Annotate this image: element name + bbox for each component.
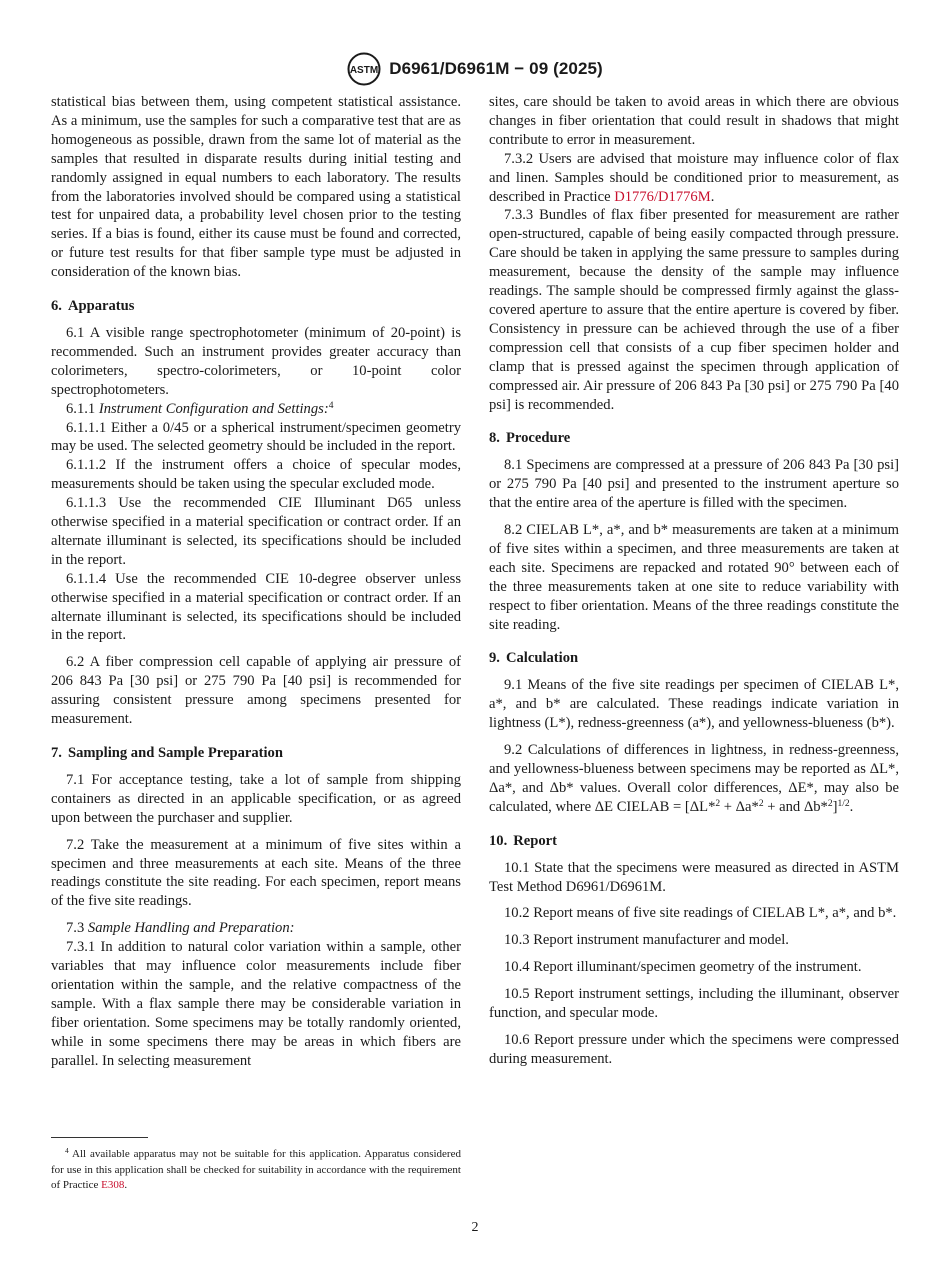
standard-link[interactable]: D1776/D1776M <box>614 188 711 205</box>
footnote <box>51 1147 461 1194</box>
footnote-text: All available apparatus may not be suitable for this application. Apparatus considered for use in this application shall be checked for suitability in accordance with the requirement of Practice <box>51 1148 461 1191</box>
footnote-ref: 4 <box>328 400 334 411</box>
section-heading-calculation <box>489 649 899 668</box>
section-number: 10. <box>489 832 508 849</box>
page-number: 2 <box>471 1220 479 1235</box>
footnote-number: 4 <box>65 1146 69 1155</box>
paragraph-7-3-3: 7.3.3 Bundles of flax fiber presented for measurement are rather open-structured, capable of being easily compacted through pressure. Care should be taken in applying the same pressure to samples during measurement, because the density of the sample may influence readings. The sample should be compressed firmly against the glass-covered aperture to assure that the entire aperture is covered by fiber. Consistency in pressure can be achieved through the use of a fiber compression cell that consists of a cup fiber specimen holder and clamp that is pressed against the specimen through application of compressed air. Air pressure of 206 843 Pa [30 psi] or 275 790 Pa [40 psi] is recommended. <box>489 207 899 413</box>
paragraph-6-1-1-3: 6.1.1.3 Use the recommended CIE Illuminant D65 unless otherwise specified in a material specification or contract order. If an alternate illuminant is selected, its specifications should be included in the report. <box>51 495 461 568</box>
section-heading-report <box>489 832 899 851</box>
paragraph-10-4: 10.4 Report illuminant/specimen geometry of the instrument. <box>504 959 862 976</box>
clause-title: Instrument Configuration and Settings: <box>98 400 329 417</box>
formula-part: + Δa* <box>720 798 759 815</box>
section-heading-procedure <box>489 429 899 448</box>
section-title: Calculation <box>505 650 579 667</box>
clause-title: Sample Handling and Preparation: <box>87 920 295 937</box>
section-number: 6. <box>51 298 62 315</box>
left-column <box>51 93 461 1071</box>
exponent: 2 <box>758 798 764 809</box>
page-header <box>0 52 950 91</box>
section-title: Apparatus <box>67 298 135 315</box>
section-number: 9. <box>489 650 500 667</box>
formula-part: ] <box>832 798 838 815</box>
section-heading-sampling <box>51 744 461 763</box>
formula-part: . <box>849 798 854 815</box>
formula-part: [ΔL* <box>684 798 716 815</box>
section-title: Procedure <box>505 430 571 447</box>
clause-number: 6.1.1 <box>66 400 96 417</box>
paragraph-10-1: 10.1 State that the specimens were measured as directed in ASTM Test Method D6961/D6961M. <box>489 859 899 895</box>
exponent: 1/2 <box>837 798 850 809</box>
section-title: Sampling and Sample Preparation <box>67 745 283 761</box>
paragraph-7-3-1: 7.3.1 In addition to natural color variation within a sample, other variables that may influence color measurements include fiber orientation within the sample, and the relative compactness of the sample. With a flax sample there may be considerable variation in fiber orientation. Some specimens may be totally randomly oriented, while in some specimens there may be areas in which fibers are parallel. In selecting measurement <box>51 939 461 1069</box>
footnote-standard-link[interactable]: E308 <box>101 1179 125 1191</box>
formula <box>685 799 853 815</box>
clause-number: 7.3 <box>66 920 85 937</box>
paragraph-7-3-2 <box>489 150 899 207</box>
paragraph-text: 9.2 Calculations of differences in lightness, in redness-greenness, and yellowness-blueness between specimens may be reported as ΔL*, Δa*, and Δb* values. Overall color differences, ΔE*, may also be calculated, where ΔE CIELAB = <box>489 742 899 815</box>
document-id: D6961/D6961M − 09 (2025) <box>389 59 603 78</box>
paragraph-10-3: 10.3 Report instrument manufacturer and model. <box>504 932 789 949</box>
paragraph-8-2: 8.2 CIELAB L*, a*, and b* measurements are taken at a minimum of five sites within a specimen, and three measurements are taken at each site. Specimens are repacked and rotated 90° between each of the three measurements taken at one site to reduce variability with respect to fiber orientation. Means of the three readings constitute the site reading. <box>489 522 899 633</box>
section-number: 7. <box>51 745 62 761</box>
section-heading-apparatus <box>51 297 461 316</box>
punctuation: . <box>124 1179 128 1191</box>
paragraph-continued: sites, care should be taken to avoid areas in which there are obvious changes in fiber orientation that could result in shadows that might contribute to error in measurement. <box>489 94 899 148</box>
exponent: 2 <box>715 798 721 809</box>
footnote-divider <box>51 1137 148 1138</box>
paragraph-6-1: 6.1 A visible range spectrophotometer (minimum of 20-point) is recommended. Such an instrument provides greater accuracy than colorimeters, spectro-colorimeters, or 10-point color spectrophotometers. <box>51 324 461 398</box>
punctuation: . <box>710 188 715 205</box>
paragraph-6-2: 6.2 A fiber compression cell capable of applying air pressure of 206 843 Pa [30 psi] or 275 790 Pa [40 psi] is recommended for assuring consistent pressure among specimens presented for measurement. <box>51 654 461 728</box>
astm-logo-icon <box>347 52 381 86</box>
exponent: 2 <box>827 798 833 809</box>
section-number: 8. <box>489 430 500 447</box>
right-column <box>489 93 899 1069</box>
paragraph-10-6: 10.6 Report pressure under which the specimens were compressed during measurement. <box>489 1031 899 1067</box>
paragraph-6-1-1-2: 6.1.1.2 If the instrument offers a choice of specular modes, measurements should be taken using the specular excluded mode. <box>51 457 461 493</box>
section-title: Report <box>513 832 558 849</box>
paragraph-7-2: 7.2 Take the measurement at a minimum of five sites within a specimen and three measurements at each site. Means of the three readings constitute the site reading. For each specimen, report means of the five site readings. <box>51 836 461 910</box>
paragraph-text: 7.3.2 Users are advised that moisture may influence color of flax and linen. Samples should be conditioned prior to measurement, as described in Practice <box>489 150 899 205</box>
paragraph-6-1-1-4: 6.1.1.4 Use the recommended CIE 10-degree observer unless otherwise specified in a material specification or contract order. If an alternate illuminant is selected, its specifications should be included in the report. <box>51 570 461 644</box>
paragraph-10-5: 10.5 Report instrument settings, including the illuminant, observer function, and specular mode. <box>489 986 899 1022</box>
paragraph-10-2: 10.2 Report means of five site readings of CIELAB L*, a*, and b*. <box>504 905 897 922</box>
paragraph-7-1: 7.1 For acceptance testing, take a lot of sample from shipping containers as directed in an applicable specification, or as agreed upon between the purchaser and supplier. <box>51 771 461 826</box>
logo-text: ASTM <box>350 65 379 76</box>
paragraph-6-1-1 <box>51 400 461 419</box>
paragraph-8-1: 8.1 Specimens are compressed at a pressure of 206 843 Pa [30 psi] or 275 790 Pa [40 psi] and presented to the instrument aperture so that the entire area of the aperture is filled with the specimen. <box>489 457 899 512</box>
paragraph-7-3 <box>51 919 461 938</box>
paragraph-9-1: 9.1 Means of the five site readings per specimen of CIELAB L*, a*, and b* are calculated. These readings indicate variation in lightness (L*), redness-greenness (a*), and yellowness-blueness (b*). <box>489 677 899 732</box>
paragraph-6-1-1-1: 6.1.1.1 Either a 0/45 or a spherical instrument/specimen geometry may be used. The selected geometry should be included in the report. <box>51 419 461 455</box>
paragraph-9-2 <box>489 741 899 817</box>
formula-part: + and Δb* <box>763 798 828 815</box>
paragraph-continued: statistical bias between them, using competent statistical assistance. As a minimum, use the samples for such a comparative test that are as homogeneous as possible, drawn from the same lot of material as the samples that resulted in disparate results during initial testing and randomly assigned in equal numbers to each laboratory. The results from the laboratories involved should be compared using a statistical test for unpaired data, a probability level chosen prior to the testing series. If a bias is found, either its cause must be found and corrected, or future test results for that fiber sample type must be adjusted in consideration of the known bias. <box>51 94 461 281</box>
